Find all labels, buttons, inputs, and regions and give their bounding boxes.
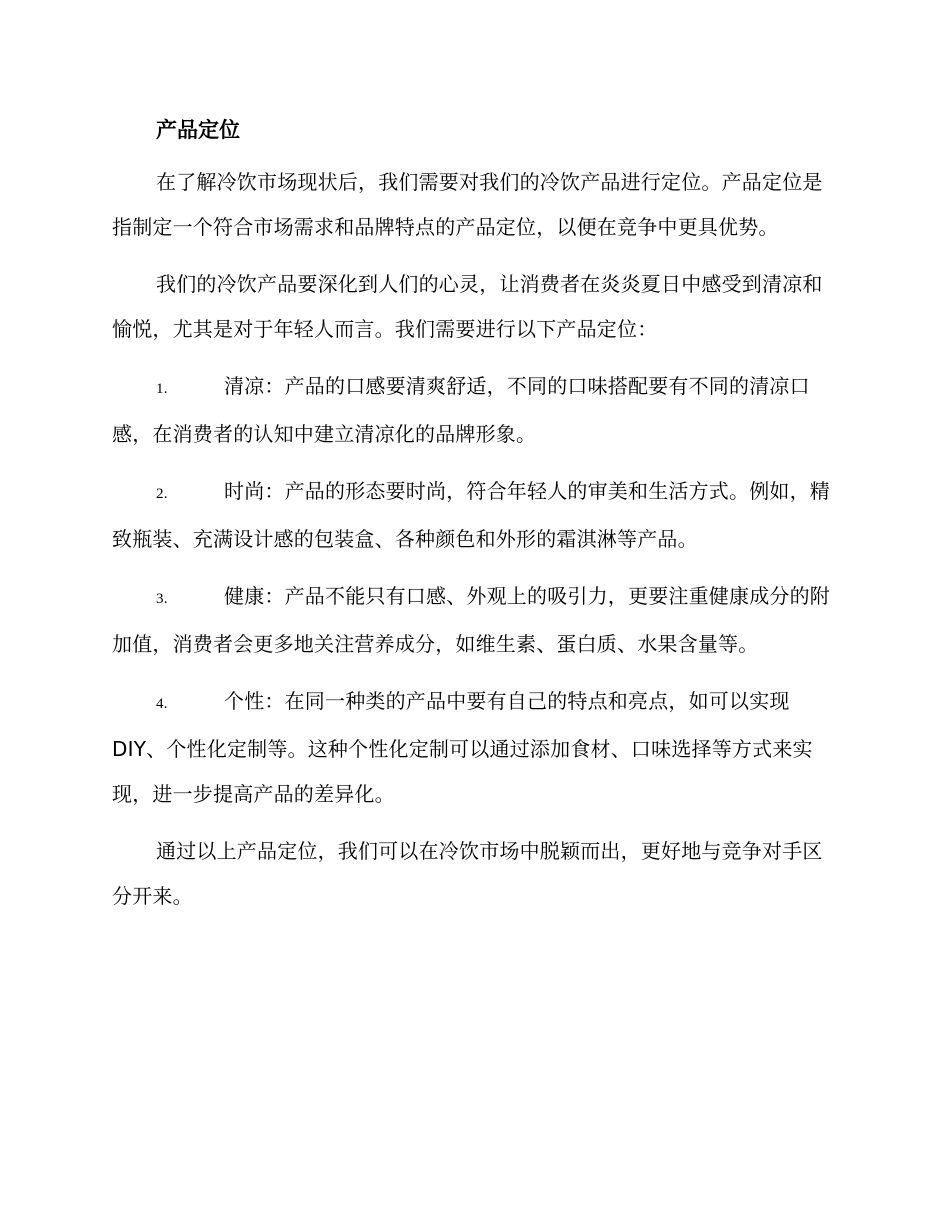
conclusion-paragraph: 通过以上产品定位，我们可以在冷饮市场中脱颖而出，更好地与竞争对手区分开来。 <box>112 839 823 908</box>
list-number: 2. <box>156 486 168 502</box>
list-item <box>112 469 834 562</box>
list-item <box>112 679 834 817</box>
section-heading: 产品定位 <box>156 118 240 142</box>
list-item-text: 健康：产品不能只有口感、外观上的吸引力，更要注重健康成分的附加值，消费者会更多地关注营养成分，如维生素、蛋白质、水果含量等。 <box>112 584 830 656</box>
list-item-text: 时尚：产品的形态要时尚，符合年轻人的审美和生活方式。例如，精致瓶装、充满设计感的包装盒、各种颜色和外形的霜淇淋等产品。 <box>112 479 830 551</box>
list-number: 3. <box>156 591 168 607</box>
list-number: 4. <box>156 696 168 712</box>
list-item-text: 清凉：产品的口感要清爽舒适，不同的口味搭配要有不同的清凉口感，在消费者的认知中建立清凉化的品牌形象。 <box>112 374 810 446</box>
list-item-text: 个性：在同一种类的产品中要有自己的特点和亮点，如可以实现DIY、个性化定制等。这种个性化定制可以通过添加食材、口味选择等方式来实现，进一步提高产品的差异化。 <box>112 689 813 806</box>
document-body <box>112 110 834 931</box>
list-number: 1. <box>156 381 168 397</box>
intro-paragraph: 在了解冷饮市场现状后，我们需要对我们的冷饮产品进行定位。产品定位是指制定一个符合市场需求和品牌特点的产品定位，以便在竞争中更具优势。 <box>112 170 823 239</box>
positioning-paragraph: 我们的冷饮产品要深化到人们的心灵，让消费者在炎炎夏日中感受到清凉和愉悦，尤其是对于年轻人而言。我们需要进行以下产品定位： <box>112 272 823 341</box>
list-item <box>112 364 834 457</box>
list-item <box>112 574 834 667</box>
